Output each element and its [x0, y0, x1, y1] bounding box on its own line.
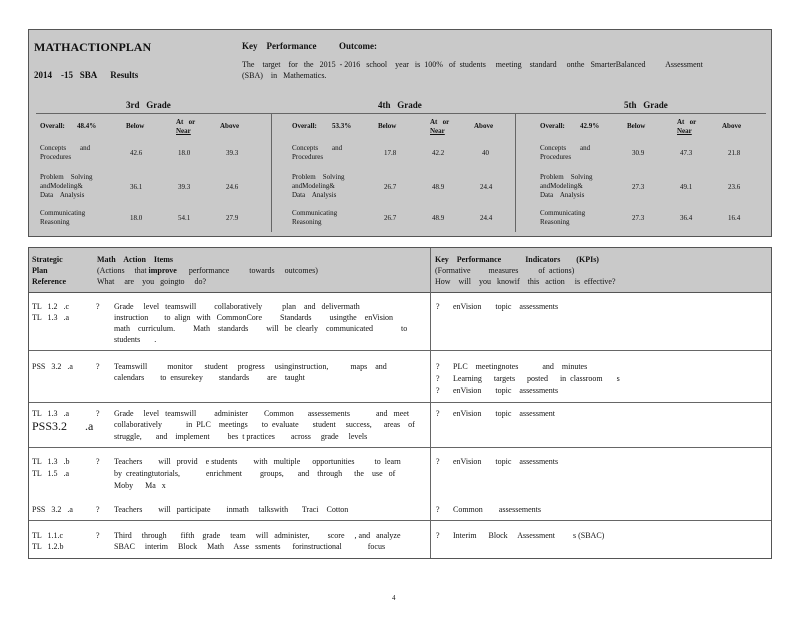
- value-below: 27.3: [632, 214, 645, 222]
- value-near: 42.2: [432, 149, 445, 157]
- value-below: 26.7: [384, 214, 397, 222]
- kpi-item: Common assessements: [453, 505, 541, 514]
- row-label: Problem Solving: [292, 173, 345, 181]
- value-above: 21.8: [728, 149, 741, 157]
- value-above: 24.4: [480, 183, 493, 191]
- action-item-line: struggle, and implement bes t practices across grade levels: [114, 432, 368, 441]
- header-items-sub: (Actions that improve performance towards outcomes): [97, 266, 318, 275]
- action-item-line: collaboratively in PLC meetings to evaluate student success, areas of: [114, 420, 415, 429]
- col-below-header: Below: [378, 122, 397, 130]
- grade-divider-1: [271, 114, 272, 232]
- value-below: 36.1: [130, 183, 143, 191]
- value-below: 17.8: [384, 149, 397, 157]
- value-near: 49.1: [680, 183, 693, 191]
- kpi-item: Learning targets posted in classroom s: [453, 374, 620, 383]
- row-label: Data Analysis: [540, 191, 585, 199]
- kpi-item: enVision topic assessments: [453, 302, 559, 311]
- col-above-header: Above: [722, 122, 742, 130]
- plan-title: MATHACTIONPLAN: [34, 40, 152, 54]
- header-ref-1: Strategic: [32, 255, 63, 264]
- col-near-header-2: Near: [176, 127, 191, 135]
- bullet-icon: ?: [96, 302, 100, 311]
- row-label: Concepts and: [292, 144, 343, 152]
- value-near: 39.3: [178, 183, 191, 191]
- action-item-line: Grade level teamswill administer Common assessements and meet: [114, 409, 410, 418]
- page-number: 4: [392, 594, 396, 602]
- value-above: 23.6: [728, 183, 741, 191]
- value-near: 48.9: [432, 183, 445, 191]
- row-divider: [29, 447, 771, 448]
- header-kpi-question: How will you knowif this action is effective?: [435, 277, 616, 286]
- ref-code: PSS3.2 .a: [32, 419, 94, 433]
- action-item-line: math curriculum. Math standards will be clearly communicated to: [114, 324, 408, 333]
- row-label: Problem Solving: [540, 173, 593, 181]
- bullet-icon: ?: [96, 409, 100, 418]
- row-label: andModeling&: [40, 182, 83, 190]
- row-label: Procedures: [40, 153, 72, 161]
- overall-value: 53.3%: [332, 122, 352, 130]
- kpi-column-divider: [430, 248, 431, 558]
- value-above: 24.6: [226, 183, 239, 191]
- row-label: Data Analysis: [292, 191, 337, 199]
- ref-code: TL 1.5 .a: [32, 469, 70, 478]
- overall-value: 42.9%: [580, 122, 600, 130]
- kpi-item: Interim Block Assessment s (SBAC): [453, 531, 605, 540]
- value-above: 27.9: [226, 214, 239, 222]
- kpi-item: enVision topic assessments: [453, 386, 559, 395]
- action-item-line: SBAC interim Block Math Asse ssments forinstructional focus: [114, 542, 386, 551]
- bullet-icon: ?: [96, 531, 100, 540]
- bullet-icon: ?: [96, 457, 100, 466]
- kpi-item: enVision topic assessments: [453, 457, 559, 466]
- col-near-header-1: At or: [677, 118, 697, 126]
- value-above: 24.4: [480, 214, 493, 222]
- row-label: Reasoning: [40, 218, 70, 226]
- ref-code: TL 1.3 .a: [32, 313, 70, 322]
- col-near-header-1: At or: [176, 118, 196, 126]
- action-item-line: students .: [114, 335, 157, 344]
- bullet-icon: ?: [436, 531, 440, 540]
- row-divider: [29, 520, 771, 521]
- action-item-line: Teamswill monitor student progress usinginstruction, maps and: [114, 362, 387, 371]
- header-items-question: What are you goingto do?: [97, 277, 207, 286]
- ref-code: TL 1.3 .b: [32, 457, 70, 466]
- ref-code: PSS 3.2 .a: [32, 362, 73, 371]
- ref-code: TL 1.3 .a: [32, 409, 70, 418]
- value-below: 27.3: [632, 183, 645, 191]
- ref-code: PSS 3.2 .a: [32, 505, 73, 514]
- row-divider: [29, 350, 771, 351]
- value-below: 26.7: [384, 183, 397, 191]
- action-item-line: by creatingtutorials, enrichment groups, and through the use of: [114, 469, 396, 478]
- value-above: 40: [482, 149, 489, 157]
- bullet-icon: ?: [436, 457, 440, 466]
- bullet-icon: ?: [436, 386, 440, 395]
- col-below-header: Below: [627, 122, 646, 130]
- kpo-heading: Key Performance Outcome:: [242, 41, 377, 51]
- kpi-item: PLC meetingnotes and minutes: [453, 362, 588, 371]
- col-near-header-1: At or: [430, 118, 450, 126]
- bullet-icon: ?: [436, 374, 440, 383]
- value-below: 18.0: [130, 214, 143, 222]
- value-near: 54.1: [178, 214, 191, 222]
- header-kpi-sub: (Formative measures of actions): [435, 266, 575, 275]
- kpo-text-line-1: The target for the 2015 - 2016 school year is 100% of students meeting standard onthe SmarterBalanced Assessment: [242, 60, 703, 69]
- grade-4-heading: 4th Grade: [378, 100, 422, 110]
- overall-label: Overall:: [40, 122, 65, 130]
- row-label: andModeling&: [540, 182, 583, 190]
- grade-divider-2: [515, 114, 516, 232]
- header-items-title: Math Action Items: [97, 255, 173, 264]
- row-label: Data Analysis: [40, 191, 85, 199]
- row-divider: [29, 402, 771, 403]
- value-near: 36.4: [680, 214, 693, 222]
- row-label: Concepts and: [40, 144, 91, 152]
- kpo-text-line-2: (SBA) in Mathematics.: [242, 71, 327, 80]
- row-label: Communicating: [40, 209, 86, 217]
- value-near: 47.3: [680, 149, 693, 157]
- header-kpi-title: Key Performance Indicators (KPIs): [435, 255, 599, 264]
- value-below: 30.9: [632, 149, 645, 157]
- ref-code: TL 1.2.b: [32, 542, 64, 551]
- value-above: 39.3: [226, 149, 239, 157]
- action-item-line: Moby Ma x: [114, 481, 166, 490]
- row-label: andModeling&: [292, 182, 335, 190]
- action-item-line: Teachers will provid e students with multiple opportunities to learn: [114, 457, 401, 466]
- kpi-item: enVision topic assessment: [453, 409, 555, 418]
- value-near: 18.0: [178, 149, 191, 157]
- header-ref-3: Reference: [32, 277, 67, 286]
- overall-value: 48.4%: [77, 122, 97, 130]
- col-below-header: Below: [126, 122, 145, 130]
- row-label: Communicating: [540, 209, 586, 217]
- row-label: Concepts and: [540, 144, 591, 152]
- value-near: 48.9: [432, 214, 445, 222]
- ref-code: TL 1.2 .c: [32, 302, 70, 311]
- row-label: Communicating: [292, 209, 338, 217]
- action-item-line: Third through fifth grade team will administer, score , and analyze: [114, 531, 401, 540]
- row-label: Reasoning: [292, 218, 322, 226]
- bullet-icon: ?: [96, 505, 100, 514]
- grade-5-heading: 5th Grade: [624, 100, 668, 110]
- bullet-icon: ?: [436, 362, 440, 371]
- bullet-icon: ?: [436, 505, 440, 514]
- col-near-header-2: Near: [430, 127, 445, 135]
- action-item-line: Grade level teamswill collaboratively plan and delivermath: [114, 302, 360, 311]
- col-above-header: Above: [220, 122, 240, 130]
- results-subtitle: 2014 -15 SBA Results: [34, 70, 139, 80]
- row-label: Reasoning: [540, 218, 570, 226]
- action-item-line: Teachers will participate inmath talkswith Traci Cotton: [114, 505, 349, 514]
- action-item-line: calendars to ensurekey standards are taught: [114, 373, 305, 382]
- grades-top-rule: [36, 113, 766, 114]
- overall-label: Overall:: [540, 122, 565, 130]
- col-above-header: Above: [474, 122, 494, 130]
- row-label: Procedures: [292, 153, 324, 161]
- action-item-line: instruction to align with CommonCore Standards usingthe enVision: [114, 313, 394, 322]
- row-label: Problem Solving: [40, 173, 93, 181]
- bullet-icon: ?: [436, 302, 440, 311]
- ref-code: TL 1.1.c: [32, 531, 64, 540]
- col-near-header-2: Near: [677, 127, 692, 135]
- overall-label: Overall:: [292, 122, 317, 130]
- bullet-icon: ?: [96, 362, 100, 371]
- value-above: 16.4: [728, 214, 741, 222]
- value-below: 42.6: [130, 149, 143, 157]
- header-ref-2: Plan: [32, 266, 48, 275]
- grade-3-heading: 3rd Grade: [126, 100, 171, 110]
- row-label: Procedures: [540, 153, 572, 161]
- bullet-icon: ?: [436, 409, 440, 418]
